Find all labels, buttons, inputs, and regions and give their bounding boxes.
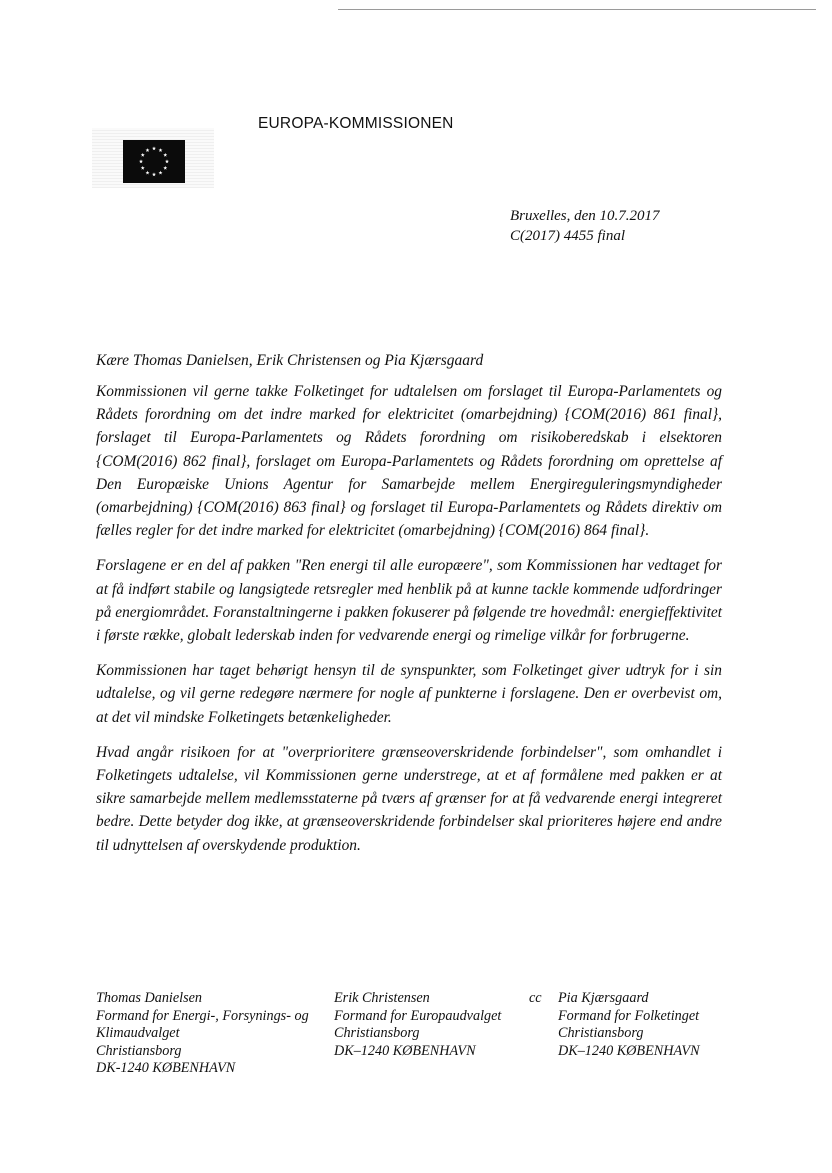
flag-star (159, 148, 163, 152)
flag-star (165, 159, 169, 163)
recipient-line: DK-1240 KØBENHAVN (96, 1060, 236, 1076)
recipient-address (558, 990, 700, 1060)
flag-star (163, 153, 167, 157)
recipient-line: Formand for Folketinget (558, 1007, 700, 1024)
recipient-line: DK–1240 KØBENHAVN (558, 1042, 700, 1059)
recipient-address (334, 990, 501, 1060)
recipient-line: Erik Christensen (334, 990, 430, 1006)
recipient-line: Christiansborg (334, 1025, 420, 1041)
document-reference: C(2017) 4455 final (510, 228, 625, 244)
organization-name: EUROPA-KOMMISSIONEN (258, 115, 454, 132)
flag-star (146, 171, 150, 175)
recipient-address (96, 990, 309, 1078)
recipient-line: Christiansborg (96, 1042, 182, 1059)
flag-star (141, 166, 145, 170)
paragraph: Kommissionen har taget behørigt hensyn til de synspunkter, som Folketinget giver udtryk for i sin udtalelse, og vil gerne redegøre nærmere for nogle af punkterne i forslagene. Den er overbevist om, at det vil mindske Folketingets betænkeligheder. (96, 662, 722, 726)
eu-flag-icon (123, 140, 185, 183)
flag-star (152, 172, 156, 176)
recipient-line: Thomas Danielsen (96, 990, 203, 1006)
place-date: Bruxelles, den 10.7.2017 (510, 208, 660, 224)
recipient-line: Christiansborg (558, 1025, 644, 1041)
recipients-block (96, 990, 736, 1090)
recipient-line: Formand for Europaudvalget (334, 1007, 502, 1024)
flag-star (152, 146, 156, 150)
place-date-block (510, 206, 660, 246)
letter-body (96, 380, 722, 869)
logo-block (92, 118, 214, 188)
recipient-line: Klimaudvalget (96, 1025, 180, 1041)
flag-star (163, 166, 167, 170)
scan-edge-line (338, 9, 816, 10)
recipient-line: Formand for Energi-, Forsynings- og (96, 1007, 309, 1024)
recipient-line: Pia Kjærsgaard (558, 990, 649, 1006)
recipient-line: DK–1240 KØBENHAVN (334, 1042, 476, 1059)
flag-star (159, 171, 163, 175)
paragraph: Forslagene er en del af pakken "Ren energi til alle europæere", som Kommissionen har vedtaget for at få indført stabile og langsigtede retsregler med henblik på at kunne tackle kommende udfordringer på energiområdet. Foranstaltningerne i pakken fokuserer på følgende tre hovedmål: energieffektivitet i første række, globalt lederskab inden for vedvarende energi og rimelige vilkår for forbrugerne. (96, 557, 722, 645)
cc-label: cc (529, 990, 542, 1006)
flag-star (141, 153, 145, 157)
paragraph: Hvad angår risikoen for at "overprioritere grænseoverskridende forbindelser", som omhandlet i Folketingets udtalelse, vil Kommissionen gerne understrege, at et af formålene med pakken er at sikre samarbejde mellem medlemsstaterne på tværs af grænser for at få vedvarende energi integreret bedre. Dette betyder dog ikke, at grænseoverskridende forbindelser skal prioriteres højere end andre til udnyttelsen af overskydende produktion. (96, 743, 722, 854)
salutation: Kære Thomas Danielsen, Erik Christensen og Pia Kjærsgaard (96, 352, 484, 369)
flag-star (146, 148, 150, 152)
flag-star (139, 159, 143, 163)
paragraph: Kommissionen vil gerne takke Folketinget for udtalelsen om forslaget til Europa-Parlamentets og Rådets forordning om det indre marked for elektricitet (omarbejdning) {COM(2016) 861 final}, forslaget til Europa-Parlamentets og Rådets forordning om risikoberedskab i elsektoren {COM(2016) 862 final}, forslaget om Europa-Parlamentets og Rådets forordning om oprettelse af Den Europæiske Unions Agentur for Samarbejde mellem Energireguleringsmyndigheder (omarbejdning) {COM(2016) 863 final} og forslaget til Europa-Parlamentets og Rådets direktiv om fælles regler for det indre marked for elektricitet (omarbejdning) {COM(2016) 864 final}. (96, 383, 722, 540)
